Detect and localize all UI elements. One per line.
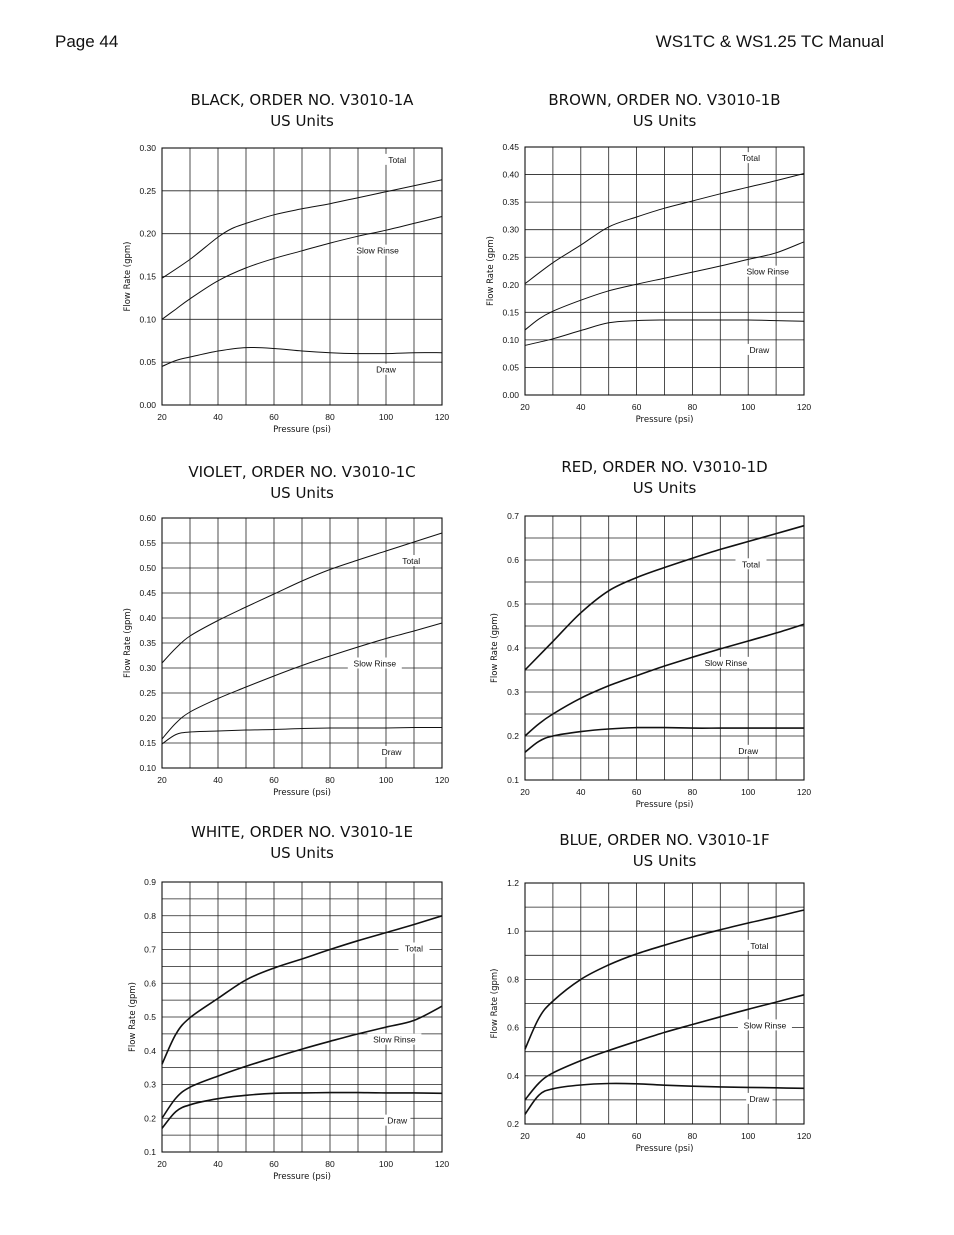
y-tick-label: 0.5	[507, 599, 519, 609]
y-tick-label: 0.2	[144, 1113, 156, 1124]
x-tick-label: 40	[213, 412, 223, 422]
y-tick-label: 0.15	[139, 738, 156, 748]
chart-title: WHITE, ORDER NO. V3010-1E	[191, 823, 413, 841]
x-tick-label: 60	[269, 1159, 279, 1169]
series-label: Total	[405, 943, 423, 954]
chart-subtitle: US Units	[632, 479, 697, 497]
y-axis-label: Flow Rate (gpm)	[123, 607, 133, 679]
y-tick-label: 0.1	[144, 1147, 156, 1157]
y-tick-label: 0.40	[502, 169, 519, 180]
series-label: Total	[388, 154, 407, 165]
y-axis-label: Flow Rate (gpm)	[128, 981, 138, 1053]
manual-title: WS1TC & WS1.25 TC Manual	[655, 32, 884, 51]
y-tick-label: 0.05	[139, 357, 156, 368]
y-tick-label: 0.30	[139, 663, 156, 673]
y-tick-label: 0.25	[139, 688, 156, 698]
series-label: Slow Rinse	[353, 658, 397, 669]
series-label: Draw	[749, 1093, 770, 1104]
x-tick-label: 120	[434, 1159, 450, 1169]
y-tick-label: 0.2	[507, 731, 519, 741]
chart-title: RED, ORDER NO. V3010-1D	[561, 458, 768, 476]
y-axis-label: Flow Rate (gpm)	[490, 968, 500, 1039]
y-tick-label: 0.30	[502, 224, 519, 235]
y-tick-label: 0.15	[502, 307, 519, 318]
page-number: Page 44	[55, 32, 119, 51]
x-tick-label: 120	[434, 412, 450, 422]
y-tick-label: 0.2	[507, 1119, 519, 1129]
chart-subtitle: US Units	[270, 484, 334, 502]
chart-1	[123, 91, 449, 435]
x-axis-label: Pressure (psi)	[273, 788, 331, 798]
y-tick-label: 0.6	[144, 978, 156, 989]
x-tick-label: 120	[796, 787, 812, 797]
x-tick-label: 20	[520, 787, 530, 797]
series-label: Draw	[376, 364, 396, 375]
x-tick-label: 80	[325, 775, 335, 785]
chart-subtitle: US Units	[270, 112, 334, 130]
x-axis-label: Pressure (psi)	[635, 1144, 694, 1154]
chart-title: VIOLET, ORDER NO. V3010-1C	[188, 463, 416, 481]
y-tick-label: 0.10	[139, 763, 156, 773]
x-axis-label: Pressure (psi)	[273, 425, 331, 435]
y-axis-label: Flow Rate (gpm)	[486, 235, 496, 307]
y-tick-label: 0.3	[507, 687, 519, 697]
y-tick-label: 0.5	[144, 1012, 156, 1022]
y-tick-label: 0.25	[139, 185, 156, 196]
y-tick-label: 0.00	[502, 390, 519, 400]
chart-subtitle: US Units	[632, 852, 697, 870]
y-tick-label: 0.10	[502, 334, 519, 345]
chart-subtitle: US Units	[270, 844, 334, 862]
y-tick-label: 0.35	[502, 197, 519, 208]
x-tick-label: 60	[269, 412, 279, 422]
x-tick-label: 80	[687, 1131, 698, 1141]
chart-3	[123, 463, 449, 798]
series-label: Slow Rinse	[743, 1020, 787, 1031]
x-tick-label: 20	[157, 775, 167, 785]
y-tick-label: 0.00	[139, 400, 156, 410]
x-tick-label: 120	[796, 402, 812, 412]
x-tick-label: 40	[576, 1131, 586, 1141]
y-tick-label: 0.7	[507, 511, 519, 521]
series-label: Slow Rinse	[373, 1034, 416, 1045]
y-tick-label: 1.2	[507, 878, 519, 888]
series-label: Draw	[738, 745, 759, 756]
x-tick-label: 80	[687, 787, 698, 797]
y-tick-label: 0.45	[502, 142, 519, 152]
x-tick-label: 60	[269, 775, 279, 785]
y-tick-label: 0.8	[144, 910, 156, 921]
y-tick-label: 1.0	[507, 926, 519, 937]
x-tick-label: 40	[213, 1159, 223, 1169]
x-tick-label: 120	[796, 1131, 812, 1141]
y-tick-label: 0.25	[502, 252, 519, 263]
y-tick-label: 0.05	[502, 362, 519, 373]
y-tick-label: 0.4	[507, 1070, 519, 1081]
x-tick-label: 100	[378, 412, 394, 422]
chart-title: BLACK, ORDER NO. V3010-1A	[190, 91, 414, 109]
series-label: Total	[402, 556, 421, 566]
y-axis-label: Flow Rate (gpm)	[123, 241, 133, 312]
y-axis-label: Flow Rate (gpm)	[490, 612, 500, 684]
y-tick-label: 0.6	[507, 1022, 519, 1033]
x-axis-label: Pressure (psi)	[635, 415, 694, 425]
x-axis-label: Pressure (psi)	[635, 800, 694, 810]
y-tick-label: 0.30	[139, 143, 156, 153]
y-tick-label: 0.60	[139, 513, 156, 523]
x-tick-label: 20	[157, 412, 167, 422]
y-tick-label: 0.20	[502, 279, 519, 290]
y-tick-label: 0.6	[507, 555, 519, 565]
series-label: Draw	[381, 747, 402, 757]
y-tick-label: 0.20	[139, 713, 156, 723]
y-tick-label: 0.15	[139, 271, 156, 282]
x-tick-label: 40	[576, 402, 586, 412]
y-tick-label: 0.1	[507, 775, 519, 785]
series-label: Total	[742, 559, 760, 570]
chart-4	[490, 458, 811, 810]
y-tick-label: 0.40	[139, 613, 156, 623]
y-tick-label: 0.35	[139, 638, 156, 648]
x-tick-label: 120	[434, 775, 450, 785]
y-tick-label: 0.50	[139, 563, 156, 573]
x-tick-label: 100	[741, 402, 756, 412]
series-label: Total	[750, 940, 769, 951]
x-tick-label: 100	[378, 775, 394, 785]
series-label: Slow Rinse	[746, 266, 789, 277]
chart-2	[486, 91, 811, 425]
x-tick-label: 100	[741, 787, 756, 797]
x-tick-label: 60	[631, 787, 642, 797]
x-tick-label: 80	[687, 402, 698, 412]
series-label: Draw	[749, 344, 770, 355]
y-tick-label: 0.7	[144, 944, 156, 955]
x-tick-label: 60	[631, 402, 642, 412]
chart-subtitle: US Units	[632, 112, 697, 130]
x-tick-label: 100	[741, 1131, 756, 1141]
chart-title: BLUE, ORDER NO. V3010-1F	[559, 831, 770, 849]
x-tick-label: 40	[213, 775, 223, 785]
x-tick-label: 80	[325, 1159, 335, 1169]
series-label: Slow Rinse	[356, 245, 399, 256]
y-tick-label: 0.55	[139, 538, 156, 548]
y-tick-label: 0.4	[144, 1045, 156, 1056]
y-tick-label: 0.8	[507, 974, 519, 985]
y-tick-label: 0.45	[139, 588, 156, 598]
x-tick-label: 40	[576, 787, 586, 797]
y-tick-label: 0.10	[139, 314, 156, 325]
y-tick-label: 0.20	[139, 228, 156, 239]
y-tick-label: 0.3	[144, 1079, 156, 1090]
chart-title: BROWN, ORDER NO. V3010-1B	[548, 91, 781, 109]
series-label: Draw	[387, 1115, 408, 1126]
x-axis-label: Pressure (psi)	[273, 1172, 331, 1182]
x-tick-label: 60	[631, 1131, 642, 1141]
y-tick-label: 0.9	[144, 877, 156, 887]
series-label: Total	[742, 153, 760, 164]
x-tick-label: 20	[520, 402, 530, 412]
y-tick-label: 0.4	[507, 643, 519, 653]
x-tick-label: 100	[378, 1159, 394, 1169]
series-label: Slow Rinse	[704, 657, 748, 668]
x-tick-label: 80	[325, 412, 335, 422]
chart-5	[128, 823, 449, 1182]
x-tick-label: 20	[520, 1131, 530, 1141]
chart-6	[490, 831, 811, 1154]
x-tick-label: 20	[157, 1159, 167, 1169]
